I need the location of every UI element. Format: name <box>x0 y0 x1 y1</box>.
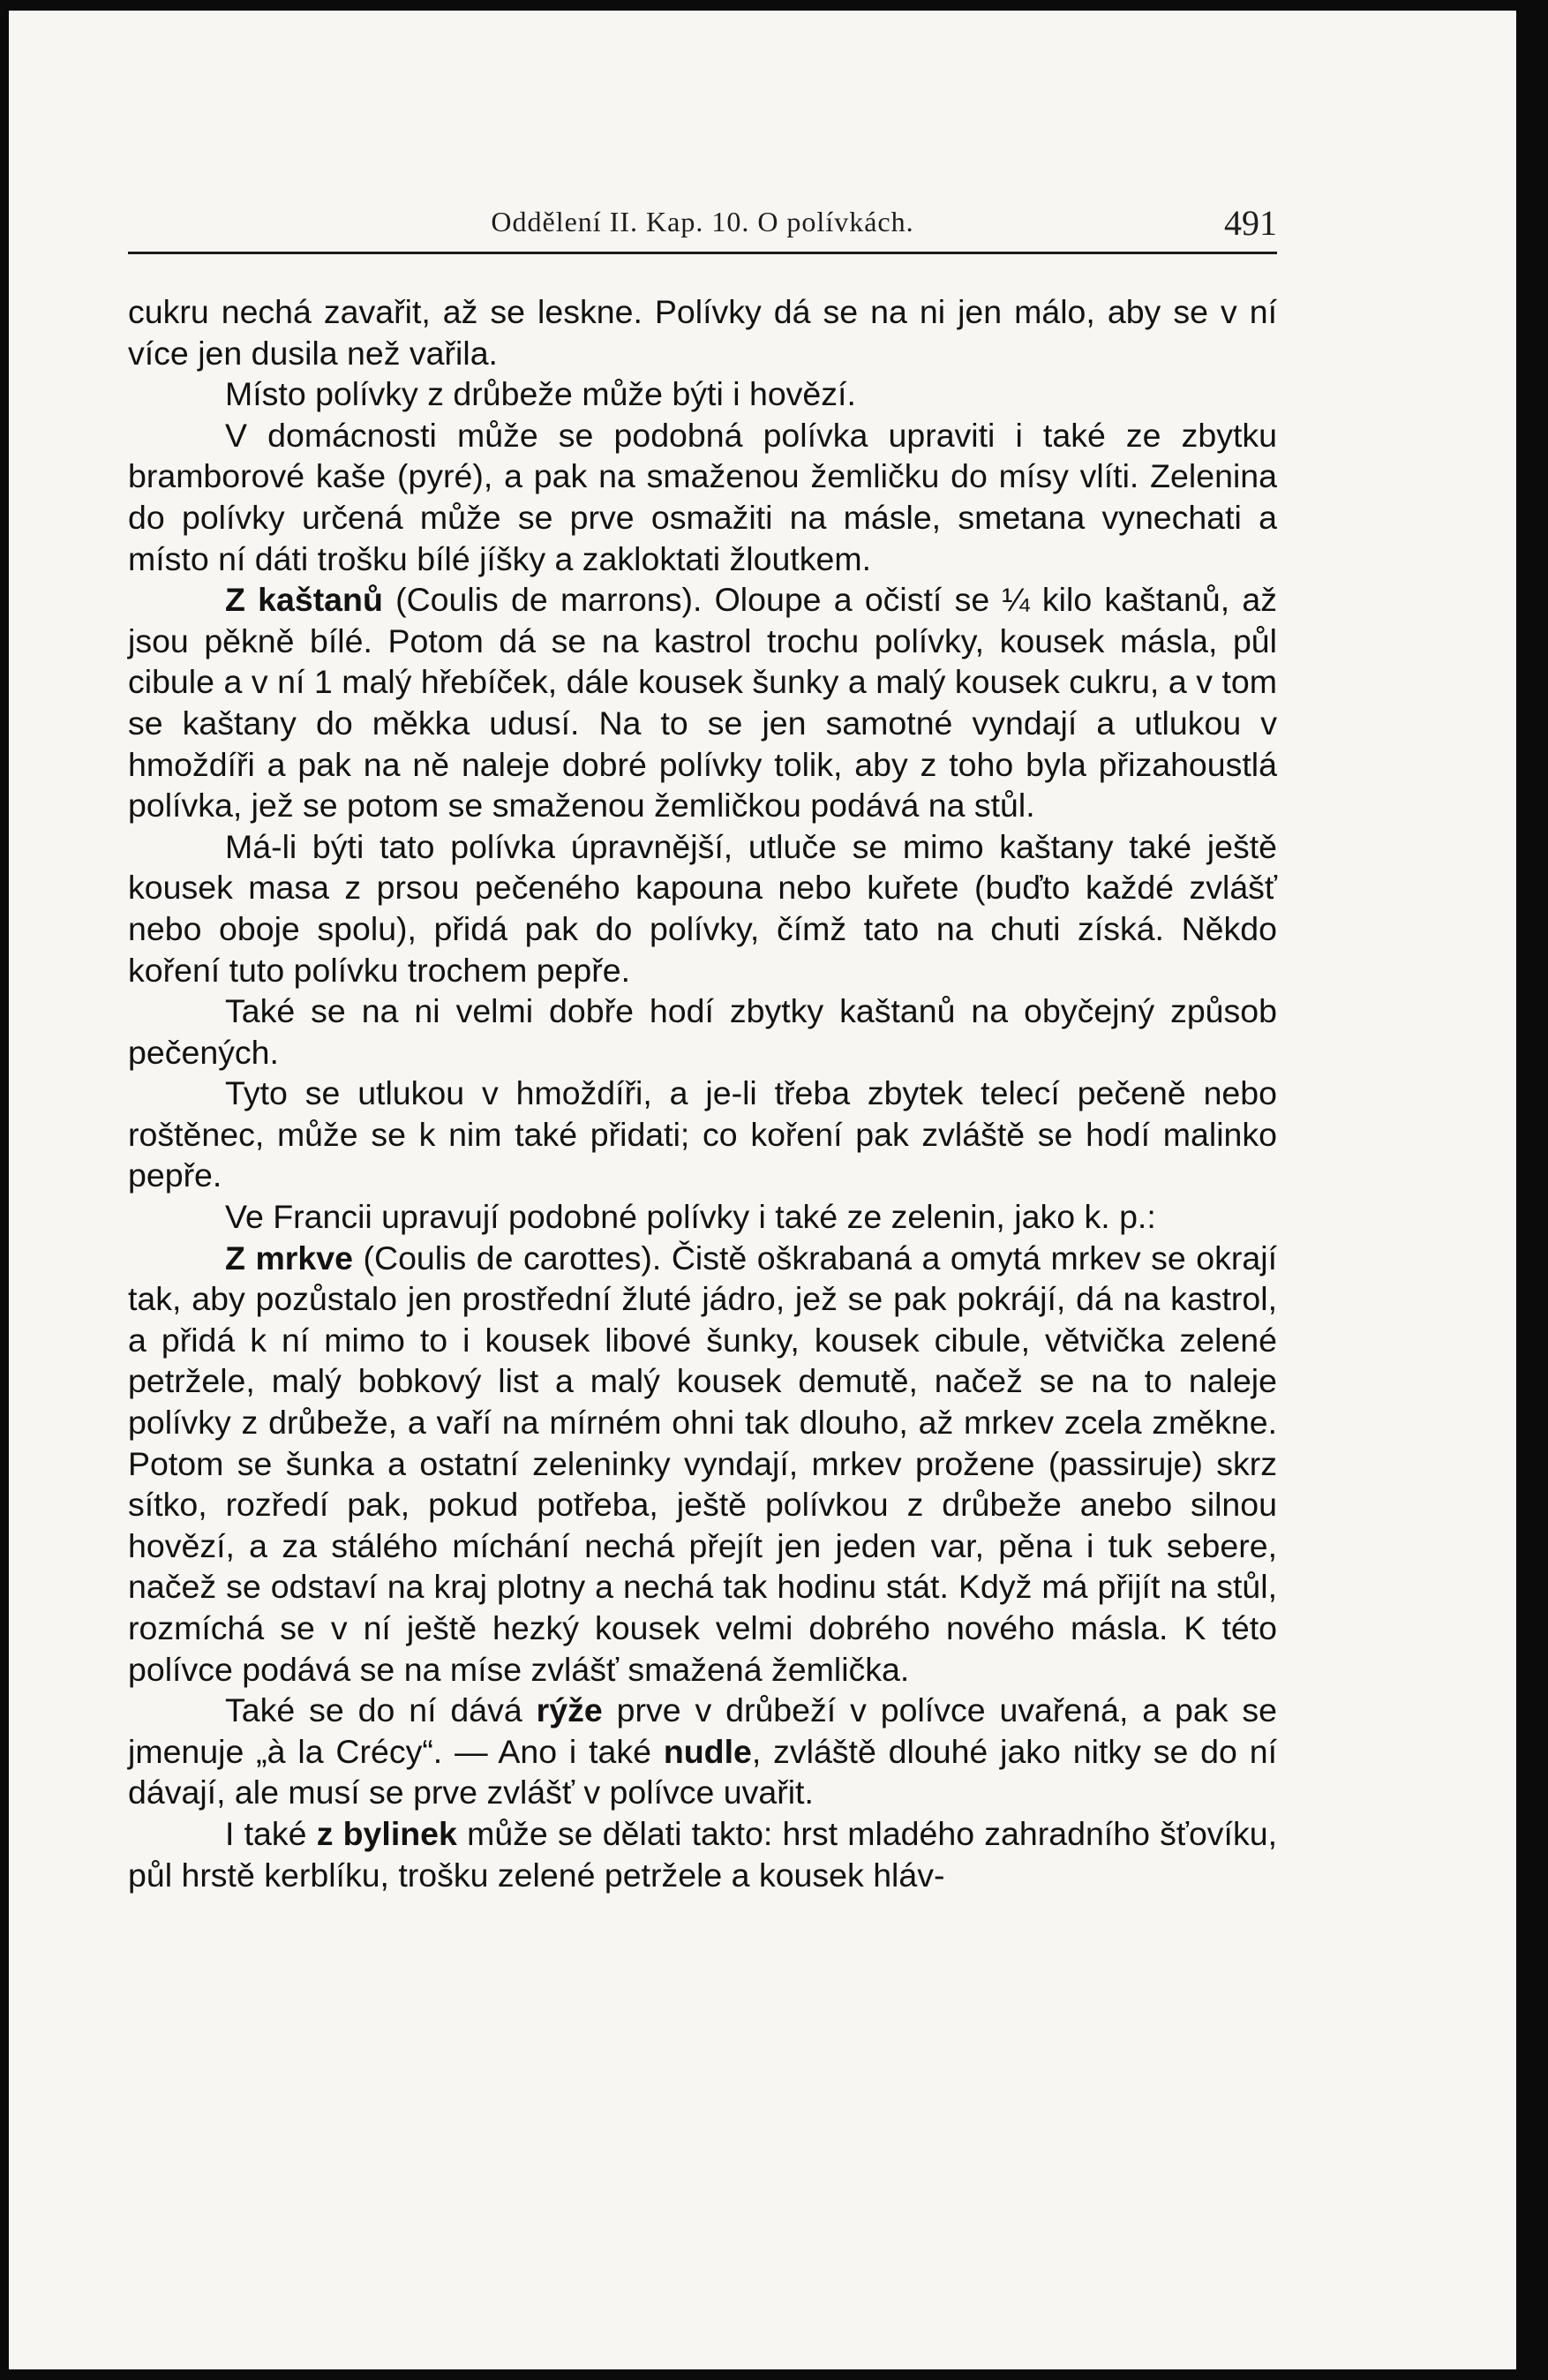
text-span: I také <box>225 1814 307 1852</box>
text-span: Také se do ní dává <box>225 1691 522 1729</box>
text-span: prve v drůbeží v polívce uvařená, a pak se jmenuje „à la Crécy“. — Ano i také <box>128 1691 1278 1770</box>
recipe-text: (Coulis de carottes). Čistě oškrabaná a omytá mrkev se okrají tak, aby pozůstalo jen prostřední žluté jádro, jež se pak pokrájí, dá na kastrol, a přidá k ní mimo to i kousek libové šunky, kousek cibule, větvička zelené petržele, malý bobkový list a malý kousek demutě, načež se na to naleje polívky z drůbeže, a vaří na mírném ohni tak dlouho, až mrkev zcela změkne. Potom se šunka a ostatní zeleninky vyndají, mrkev prožene (passiruje) skrz sítko, rozředí pak, pokud potřeba, ještě polívkou z drůbeže anebo silnou hovězí, a za stálého míchání nechá přejít jen jeden var, pěna i tuk sebere, načež se odstaví na kraj plotny a nechá tak hodinu stát. Když má přijít na stůl, rozmíchá se v ní ještě hezký kousek velmi dobrého nového másla. K této polívce podává se na míse zvlášť smažená žemlička. <box>128 1239 1277 1688</box>
paragraph <box>128 1813 1277 1895</box>
paragraph <box>128 1690 1277 1813</box>
emphasis-noodles: nudle <box>663 1732 752 1770</box>
recipe-paragraph-carrot <box>128 1238 1277 1691</box>
recipe-heading: Z mrkve <box>225 1239 353 1277</box>
page-header <box>128 199 1277 254</box>
emphasis-rice: rýže <box>536 1691 603 1729</box>
text-span: může se dělati takto: hrst mladého zahradního šťovíku, půl hrstě kerblíku, trošku zelené petržele a kousek hláv- <box>128 1814 1277 1894</box>
recipe-heading: Z kaštanů <box>225 581 383 619</box>
paragraph: Tyto se utlukou v hmoždíři, a je-li třeba zbytek telecí pečeně nebo roštěnec, může se k nim také přidati; co koření pak zvláště se hodí malinko pepře. <box>128 1074 1277 1194</box>
paragraph: Ve Francii upravují podobné polívky i také ze zelenin, jako k. p.: <box>225 1198 1156 1236</box>
recipe-text: (Coulis de marrons). Oloupe a očistí se ¼ kilo kaštanů, až jsou pěkně bílé. Potom dá se na kastrol trochu polívky, kousek másla, půl cibule a v ní 1 malý hřebíček, dále kousek šunky a malý kousek cukru, a v tom se kaštany do měkka udusí. Na to se jen samotné vyndají a utlukou v hmoždíři a pak na ně naleje dobré polívky tolik, aby z toho byla přizahoustlá polívka, jež se potom se smaženou žemličkou podává na stůl. <box>128 581 1277 825</box>
running-head: Oddělení II. Kap. 10. O polívkách. <box>491 206 914 237</box>
paragraph: cukru nechá zavařit, až se leskne. Polívky dá se na ni jen málo, aby se v ní více jen dusila než vařila. <box>128 293 1277 372</box>
recipe-paragraph-chestnut <box>128 579 1277 826</box>
book-page <box>9 11 1516 2369</box>
paragraph: Má-li býti tato polívka úpravnější, utluče se mimo kaštany také ještě kousek masa z prsou pečeného kapouna nebo kuřete (buďto každé zvlášť nebo oboje spolu), přidá pak do polívky, čímž tato na chuti získá. Někdo koření tuto polívku trochem pepře. <box>128 827 1277 989</box>
paragraph: Také se na ni velmi dobře hodí zbytky kaštanů na obyčejný způsob pečených. <box>128 992 1277 1071</box>
recipe-heading: z bylinek <box>316 1814 457 1852</box>
body-text <box>128 291 1277 1895</box>
page-number: 491 <box>1224 203 1277 243</box>
paragraph: V domácnosti může se podobná polívka upraviti i také ze zbytku bramborové kaše (pyré), a pak na smaženou žemličku do mísy vlíti. Zelenina do polívky určená může se prve osmažiti na másle, smetana vynechati a místo ní dáti trošku bílé jíšky a zakloktati žloutkem. <box>128 416 1277 577</box>
paragraph: Místo polívky z drůbeže může býti i hovězí. <box>225 375 856 413</box>
text-span: , zvláště dlouhé jako nitky se do ní dávají, ale musí se prve zvlášť v polívce uvařit. <box>128 1732 1278 1811</box>
